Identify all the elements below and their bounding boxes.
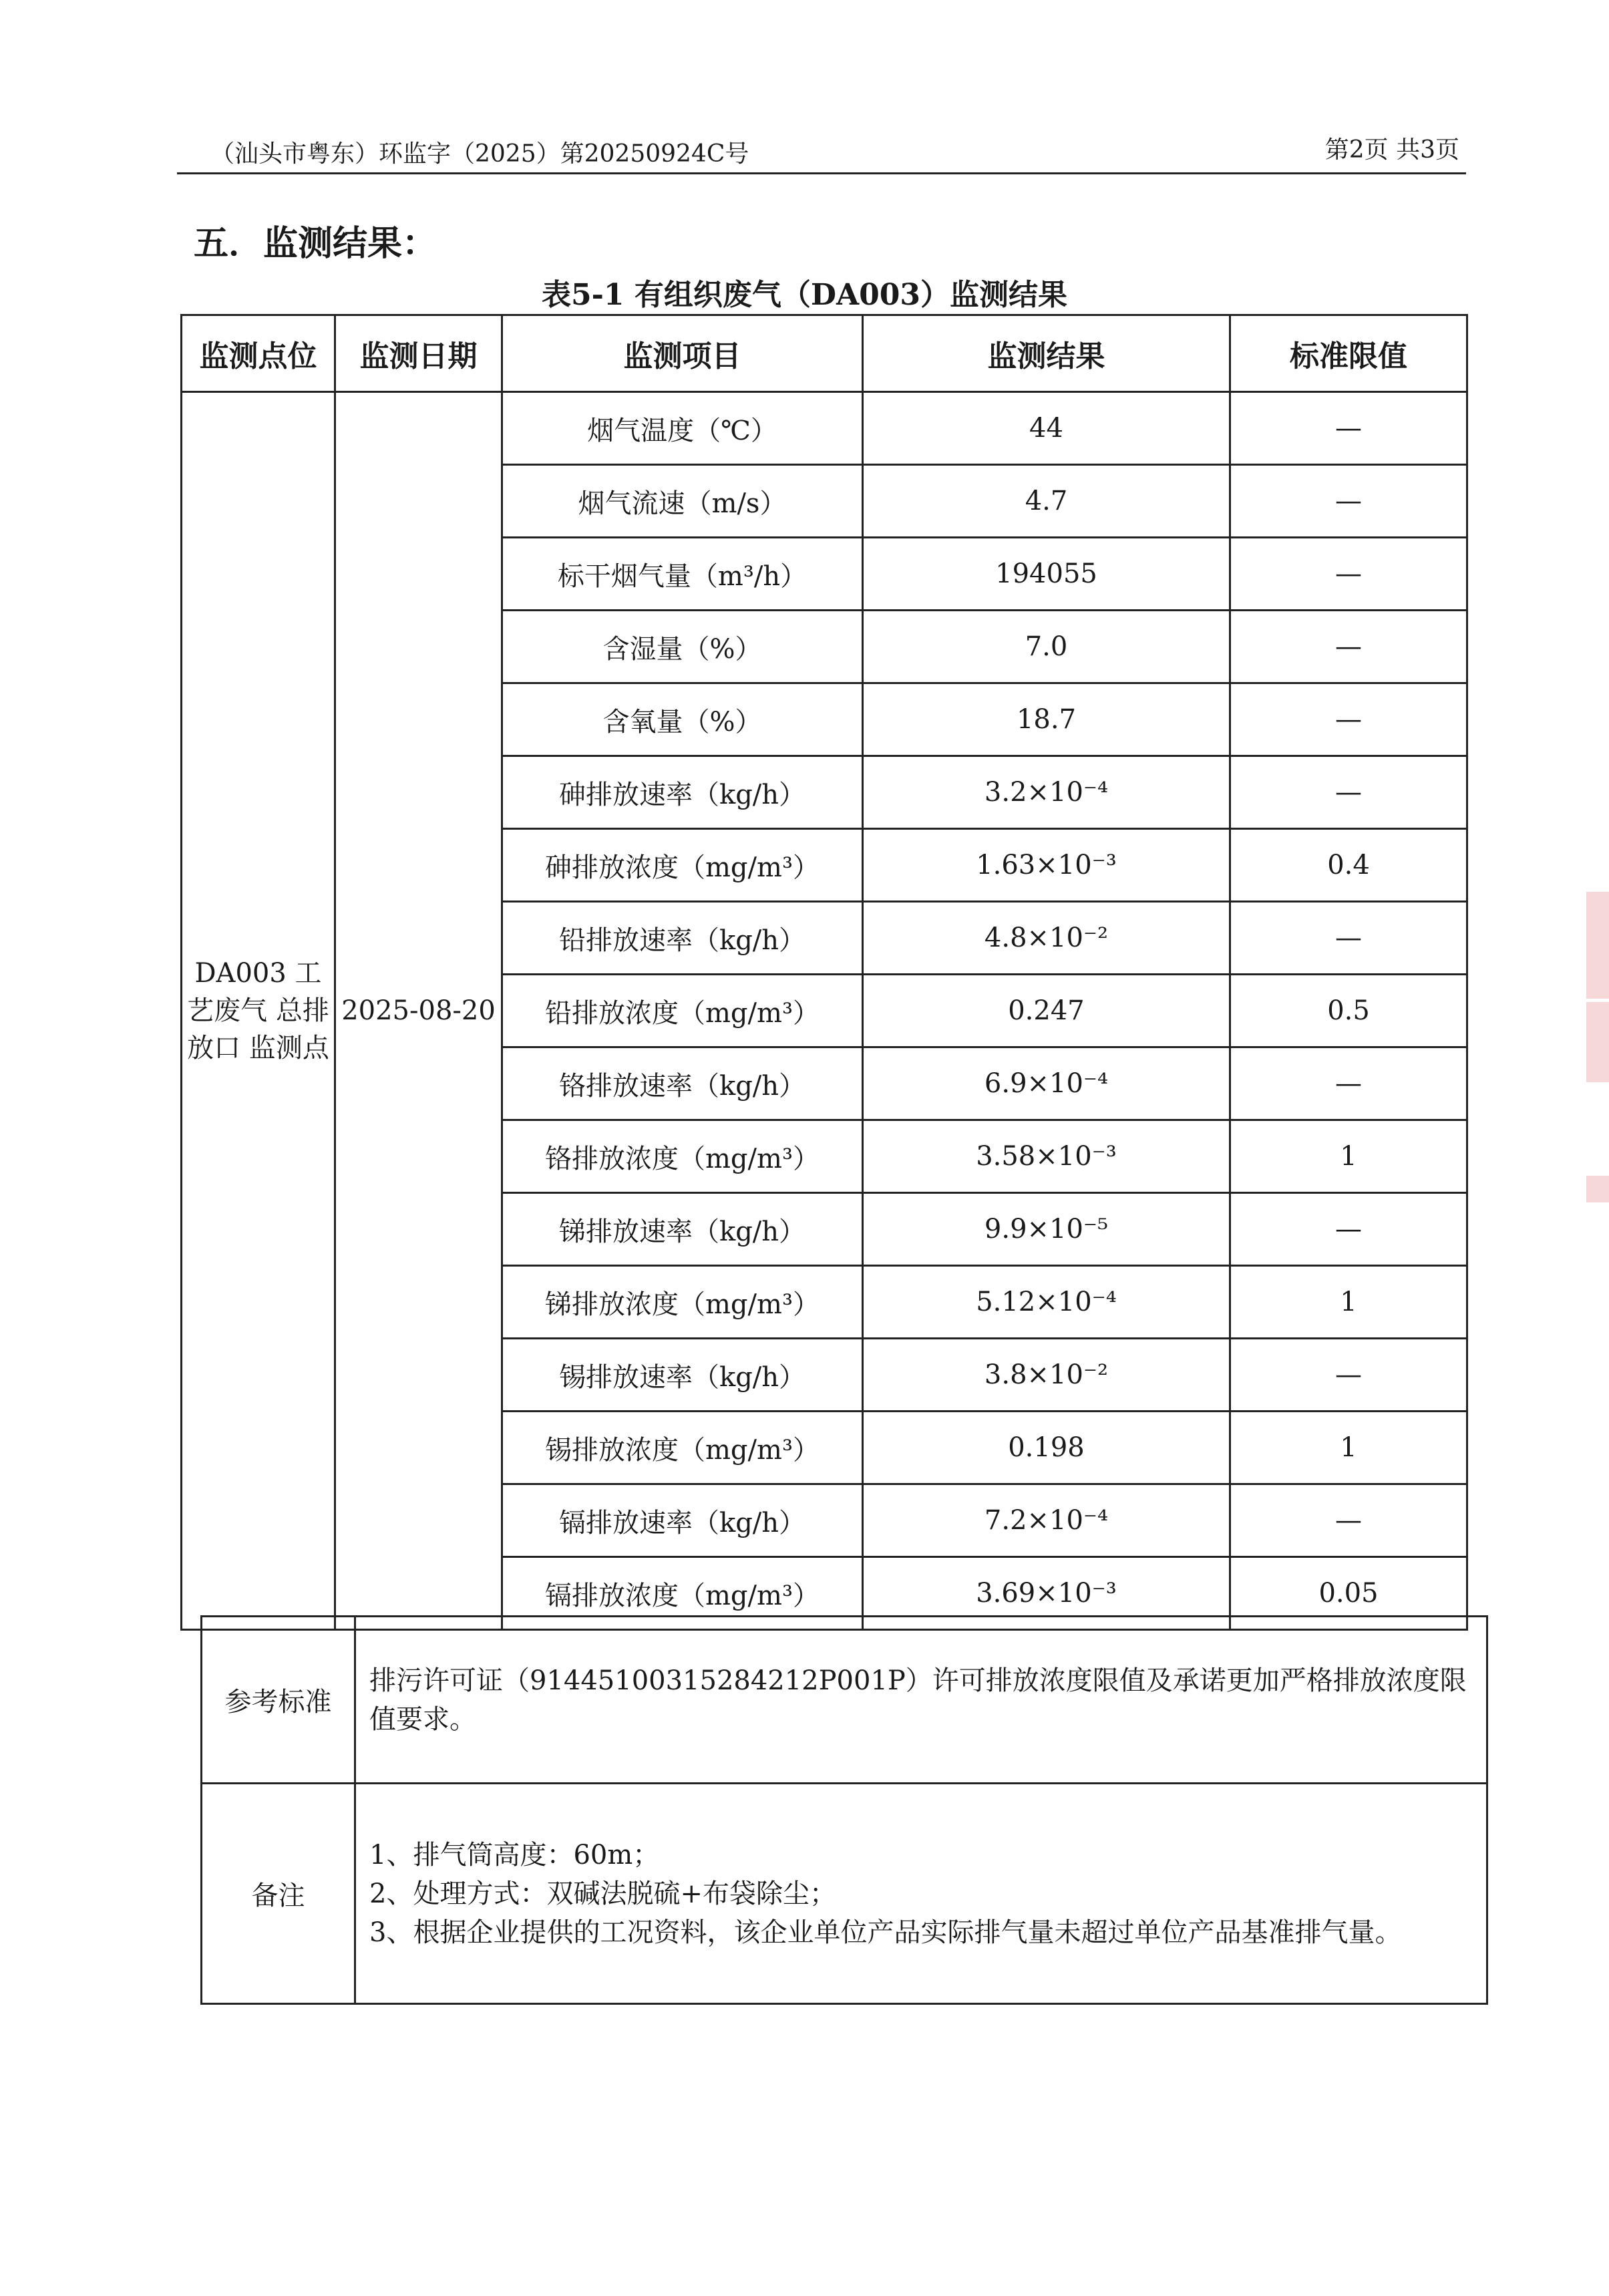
result-cell: 6.9×10⁻⁴ bbox=[863, 1047, 1230, 1120]
section-title: 五．监测结果： bbox=[194, 224, 437, 264]
seal-edge-mark bbox=[1586, 1176, 1609, 1202]
item-cell: 烟气流速（m/s） bbox=[502, 465, 863, 538]
item-cell: 铬排放速率（kg/h） bbox=[502, 1047, 863, 1120]
result-cell: 18.7 bbox=[863, 683, 1230, 756]
item-cell: 标干烟气量（m³/h） bbox=[502, 538, 863, 611]
limit-cell: 0.5 bbox=[1230, 975, 1467, 1047]
limit-cell: — bbox=[1230, 1339, 1467, 1412]
limit-cell: — bbox=[1230, 1193, 1467, 1266]
notes-content bbox=[355, 1784, 1487, 2004]
note-line: 3、根据企业提供的工况资料，该企业单位产品实际排气量未超过单位产品基准排气量。 bbox=[369, 1917, 1402, 1948]
result-cell: 44 bbox=[863, 392, 1230, 465]
item-cell: 含湿量（%） bbox=[502, 611, 863, 683]
header-limit: 标准限值 bbox=[1230, 315, 1467, 392]
item-cell: 锑排放速率（kg/h） bbox=[502, 1193, 863, 1266]
limit-cell: — bbox=[1230, 611, 1467, 683]
result-cell: 5.12×10⁻⁴ bbox=[863, 1266, 1230, 1339]
reference-row bbox=[202, 1617, 1487, 1784]
limit-cell: 1 bbox=[1230, 1120, 1467, 1193]
result-cell: 3.8×10⁻² bbox=[863, 1339, 1230, 1412]
limit-cell: 1 bbox=[1230, 1412, 1467, 1484]
result-cell: 4.7 bbox=[863, 465, 1230, 538]
limit-cell: — bbox=[1230, 902, 1467, 975]
note-line: 1、排气筒高度：60m； bbox=[369, 1839, 660, 1870]
item-cell: 砷排放速率（kg/h） bbox=[502, 756, 863, 829]
note-line: 2、处理方式：双碱法脱硫+布袋除尘； bbox=[369, 1878, 836, 1909]
header-date: 监测日期 bbox=[335, 315, 502, 392]
item-cell: 镉排放速率（kg/h） bbox=[502, 1484, 863, 1557]
limit-cell: — bbox=[1230, 538, 1467, 611]
result-cell: 3.58×10⁻³ bbox=[863, 1120, 1230, 1193]
result-cell: 194055 bbox=[863, 538, 1230, 611]
item-cell: 锡排放浓度（mg/m³） bbox=[502, 1412, 863, 1484]
item-cell: 含氧量（%） bbox=[502, 683, 863, 756]
limit-cell: — bbox=[1230, 756, 1467, 829]
limit-cell: 0.05 bbox=[1230, 1557, 1467, 1630]
monitoring-results-table bbox=[180, 314, 1468, 1631]
limit-cell: — bbox=[1230, 465, 1467, 538]
result-cell: 0.247 bbox=[863, 975, 1230, 1047]
limit-cell: 1 bbox=[1230, 1266, 1467, 1339]
page-header bbox=[177, 126, 1466, 174]
table-title: 表5-1 有组织废气（DA003）监测结果 bbox=[542, 278, 1067, 312]
footer-table bbox=[200, 1615, 1488, 2005]
monitoring-site-cell: DA003 工艺废气 总排放口 监测点 bbox=[182, 392, 335, 1630]
result-cell: 3.69×10⁻³ bbox=[863, 1557, 1230, 1630]
limit-cell: 0.4 bbox=[1230, 829, 1467, 902]
reference-text: 排污许可证（91445100315284212P001P）许可排放浓度限值及承诺更加严格排放浓度限值要求。 bbox=[355, 1617, 1487, 1784]
item-cell: 锑排放浓度（mg/m³） bbox=[502, 1266, 863, 1339]
result-cell: 7.0 bbox=[863, 611, 1230, 683]
item-cell: 锡排放速率（kg/h） bbox=[502, 1339, 863, 1412]
item-cell: 铅排放速率（kg/h） bbox=[502, 902, 863, 975]
result-cell: 1.63×10⁻³ bbox=[863, 829, 1230, 902]
result-cell: 7.2×10⁻⁴ bbox=[863, 1484, 1230, 1557]
limit-cell: — bbox=[1230, 1047, 1467, 1120]
table-row bbox=[182, 392, 1467, 465]
header-site: 监测点位 bbox=[182, 315, 335, 392]
item-cell: 铅排放浓度（mg/m³） bbox=[502, 975, 863, 1047]
item-cell: 烟气温度（℃） bbox=[502, 392, 863, 465]
table-header-row bbox=[182, 315, 1467, 392]
result-cell: 3.2×10⁻⁴ bbox=[863, 756, 1230, 829]
reference-label: 参考标准 bbox=[202, 1617, 355, 1784]
result-cell: 9.9×10⁻⁵ bbox=[863, 1193, 1230, 1266]
limit-cell: — bbox=[1230, 1484, 1467, 1557]
item-cell: 砷排放浓度（mg/m³） bbox=[502, 829, 863, 902]
result-cell: 4.8×10⁻² bbox=[863, 902, 1230, 975]
header-item: 监测项目 bbox=[502, 315, 863, 392]
item-cell: 镉排放浓度（mg/m³） bbox=[502, 1557, 863, 1630]
monitoring-date-cell: 2025-08-20 bbox=[335, 392, 502, 1630]
limit-cell: — bbox=[1230, 392, 1467, 465]
document-number: （汕头市粤东）环监字（2025）第20250924C号 bbox=[210, 140, 749, 168]
header-result: 监测结果 bbox=[863, 315, 1230, 392]
notes-row bbox=[202, 1784, 1487, 2004]
item-cell: 铬排放浓度（mg/m³） bbox=[502, 1120, 863, 1193]
notes-label: 备注 bbox=[202, 1784, 355, 2004]
seal-edge-mark bbox=[1586, 892, 1609, 999]
limit-cell: — bbox=[1230, 683, 1467, 756]
seal-edge-mark bbox=[1586, 1002, 1609, 1082]
page-indicator: 第2页 共3页 bbox=[1324, 136, 1459, 164]
result-cell: 0.198 bbox=[863, 1412, 1230, 1484]
